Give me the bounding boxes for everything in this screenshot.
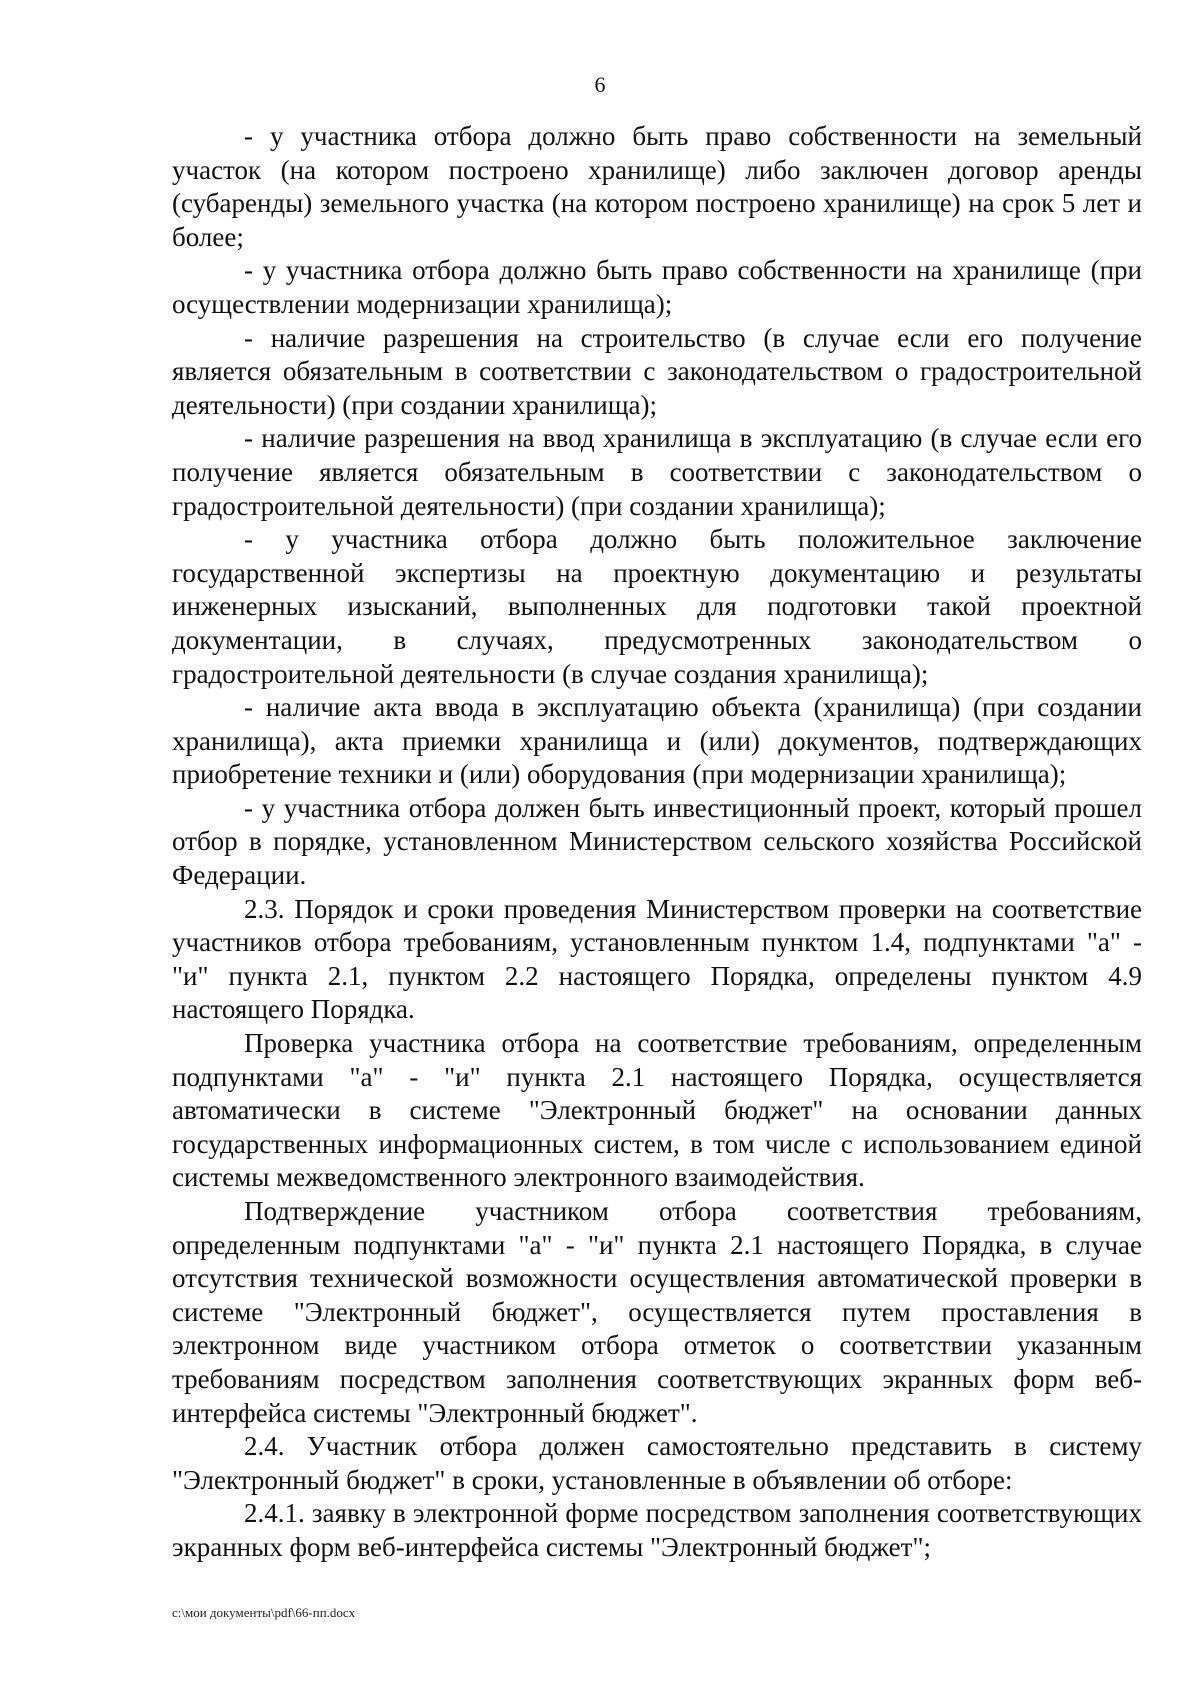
paragraph-section-2-3: 2.3. Порядок и сроки проведения Министерством проверки на соответствие участников отбора требованиям, установленным пунктом 1.4, подпунктами "а" - "и" пункта 2.1, пунктом 2.2 настоящего Порядка, определены пунктом 4.9 настоящего Порядка. (172, 893, 1142, 1025)
footer-file-path: c:\мои документы\pdf\66-пп.docx (172, 1605, 356, 1620)
paragraph-section-2-4: 2.4. Участник отбора должен самостоятельно представить в систему "Электронный бюджет" в сроки, установленные в объявлении об отборе: (172, 1431, 1142, 1495)
paragraph-section-2-4-1: 2.4.1. заявку в электронной форме посредством заполнения соответствующих экранных форм веб-интерфейса системы "Электронный бюджет"; (172, 1498, 1142, 1562)
paragraph-investment-project: - у участника отбора должен быть инвестиционный проект, который прошел отбор в порядке, установленном Министерством сельского хозяйства Российской Федерации. (172, 792, 1142, 891)
paragraph-construction-permit: - наличие разрешения на строительство (в случае если его получение является обязательным в соответствии с законодательством о градостроительной деятельности) (при создании хранилища); (172, 322, 1142, 420)
paragraph-storage-ownership: - у участника отбора должно быть право собственности на хранилище (при осуществлении модернизации хранилища); (172, 255, 1142, 319)
paragraph-commissioning-act: - наличие акта ввода в эксплуатацию объекта (хранилища) (при создании хранилища), акта приемки хранилища и (или) документов, подтверждающих приобретение техники и (или) оборудования (при модернизации хранилища); (172, 692, 1142, 790)
paragraph-automatic-check: Проверка участника отбора на соответствие требованиям, определенным подпунктами "а" - "и" пункта 2.1 настоящего Порядка, осуществляется автоматически в системе "Электронный бюджет" на основании данных государственных информационных систем, в том числе с использованием единой системы межведомственного электронного взаимодействия. (172, 1028, 1142, 1193)
paragraph-commissioning-permit: - наличие разрешения на ввод хранилища в эксплуатацию (в случае если его получение является обязательным в соответствии с законодательством о градостроительной деятельности) (при создании хранилища); (172, 423, 1142, 521)
paragraph-land-ownership: - у участника отбора должно быть право собственности на земельный участок (на котором построено хранилище) либо заключен договор аренды (субаренды) земельного участка (на котором построено хранилище) на срок 5 лет и более; (172, 121, 1142, 252)
paragraph-state-expertise: - у участника отбора должно быть положительное заключение государственной экспертизы на проектную документацию и результаты инженерных изысканий, выполненных для подготовки такой проектной документации, в случаях, предусмотренных законодательством о градостроительной деятельности (в случае создания хранилища); (172, 524, 1142, 689)
document-body (172, 120, 1142, 1565)
paragraph-confirmation: Подтверждение участником отбора соответствия требованиям, определенным подпунктами "а" - "и" пункта 2.1 настоящего Порядка, в случае отсутствия технической возможности осуществления автоматической проверки в системе "Электронный бюджет", осуществляется путем проставления в электронном виде участником отбора отметок о соответствии указанным требованиям посредством заполнения соответствующих экранных форм веб-интерфейса системы "Электронный бюджет". (172, 1196, 1142, 1428)
page-number: 6 (594, 72, 606, 97)
